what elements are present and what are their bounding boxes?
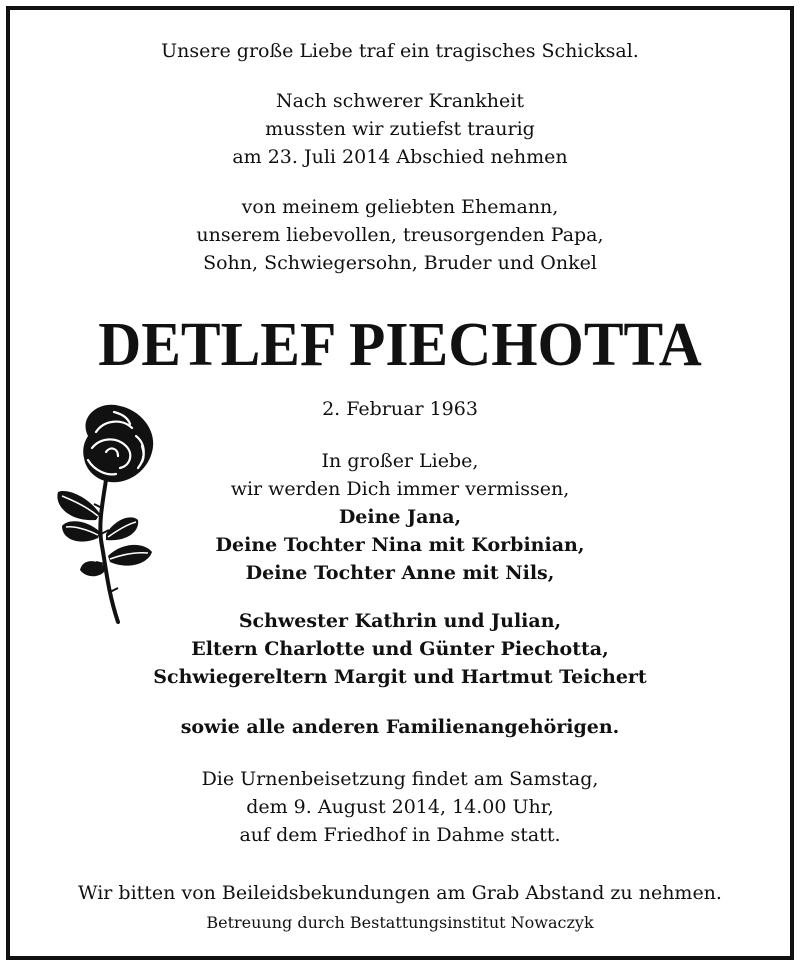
announcement-line-3: am 23. Juli 2014 Abschied nehmen — [232, 146, 568, 168]
undertaker-line: Betreuung durch Bestattungsinstitut Nowaczyk — [206, 913, 594, 932]
relations-line-2: unserem liebevollen, treusorgenden Papa, — [196, 224, 604, 246]
mourner-family-1: Schwester Kathrin und Julian, — [238, 610, 562, 632]
deceased-name: DETLEF PIECHOTTA — [98, 311, 702, 379]
birth-date: 2. Februar 1963 — [322, 398, 478, 420]
mourner-close-1: Deine Jana, — [338, 506, 462, 528]
announcement-line-1: Nach schwerer Krankheit — [275, 90, 524, 112]
mourner-close-3: Deine Tochter Anne mit Nils, — [245, 562, 555, 584]
relations-line-1: von meinem geliebten Ehemann, — [241, 196, 559, 218]
obituary-frame — [6, 6, 794, 960]
condolence-request: Wir bitten von Beileidsbekundungen am Grab Abstand zu nehmen. — [78, 882, 722, 904]
intro-line: Unsere große Liebe traf ein tragisches Schicksal. — [161, 40, 639, 62]
announcement-line-2: mussten wir zutiefst traurig — [265, 118, 535, 140]
rose-icon — [48, 396, 158, 628]
mourner-family-3: Schwiegereltern Margit und Hartmut Teichert — [153, 666, 647, 688]
farewell-line-1: In großer Liebe, — [321, 450, 479, 472]
burial-line-3: auf dem Friedhof in Dahme statt. — [239, 824, 561, 846]
relations-line-3: Sohn, Schwiegersohn, Bruder und Onkel — [203, 252, 597, 274]
burial-line-2: dem 9. August 2014, 14.00 Uhr, — [246, 796, 554, 818]
mourner-family-2: Eltern Charlotte und Günter Piechotta, — [191, 638, 609, 660]
burial-line-1: Die Urnenbeisetzung findet am Samstag, — [201, 768, 599, 790]
farewell-line-2: wir werden Dich immer vermissen, — [230, 478, 570, 500]
mourners-others: sowie alle anderen Familienangehörigen. — [180, 716, 620, 738]
mourner-close-2: Deine Tochter Nina mit Korbinian, — [215, 534, 585, 556]
